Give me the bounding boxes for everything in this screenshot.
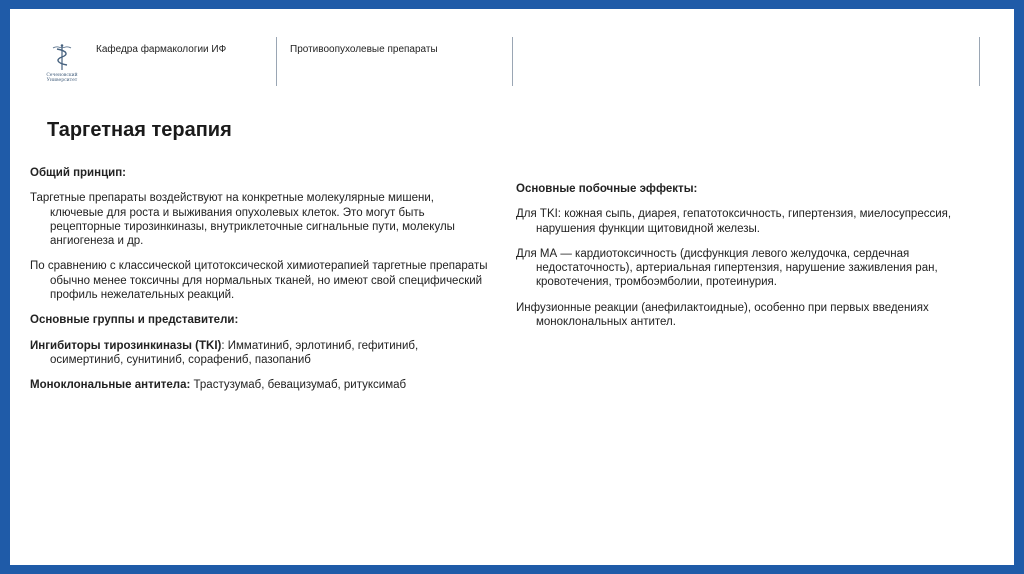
tki-label: Ингибиторы тирозинкиназы (TKI)	[30, 339, 222, 352]
slide	[10, 9, 1014, 565]
left-column	[30, 166, 490, 404]
logo-text-line2: Университет	[46, 78, 78, 83]
logo-text-line1: Сеченовский	[46, 73, 78, 78]
principle-text: Таргетные препараты воздействуют на конкретные молекулярные мишени, ключевые для роста и выживания опухолевых клеток. Это могут быть рецепторные тирозинкиназы, внутриклеточные сигнальные пути, молекулы ангиогенеза и др.	[30, 192, 455, 248]
slide-title: Таргетная терапия	[47, 119, 232, 141]
right-column	[516, 182, 986, 340]
university-logo	[44, 43, 80, 89]
caduceus-icon	[44, 43, 80, 73]
topic-label: Противоопухолевые препараты	[290, 44, 438, 55]
infusion-effects: Инфузионные реакции (анефилактоидные), особенно при первых введениях моноклональных антител.	[516, 301, 929, 329]
logo-text	[44, 73, 80, 83]
mab-label: Моноклональные антитела:	[30, 379, 191, 392]
tki-drugs: : Имматиниб, эрлотиниб, гефитиниб, осимертиниб, сунитиниб, сорафениб, пазопаниб	[50, 339, 419, 366]
tki-effects: Для TKI: кожная сыпь, диарея, гепатотоксичность, гипертензия, миелосупрессия, нарушения функции щитовидной железы.	[516, 208, 952, 235]
principle-heading: Общий принцип:	[30, 167, 126, 179]
tki-group	[30, 339, 490, 368]
mab-drugs: Трастузумаб, бевацизумаб, ритуксимаб	[190, 379, 407, 392]
mab-group	[30, 378, 490, 392]
header-divider	[979, 37, 980, 86]
ma-effects: Для МА — кардиотоксичность (дисфункция левого желудочка, сердечная недостаточность), артериальная гипертензия, нарушение заживления ран, кровотечения, тромбоэмболии, протеинурия.	[516, 247, 938, 289]
department-label: Кафедра фармакологии ИФ	[96, 44, 227, 55]
comparison-text: По сравнению с классической цитотоксической химиотерапией таргетные препараты обычно менее токсичны для нормальных тканей, но имеют свой специфический профиль нежелательных реакций.	[30, 260, 488, 302]
header-divider	[276, 37, 277, 86]
side-effects-heading: Основные побочные эффекты:	[516, 183, 698, 195]
header-divider	[512, 37, 513, 86]
groups-heading: Основные группы и представители:	[30, 314, 239, 327]
